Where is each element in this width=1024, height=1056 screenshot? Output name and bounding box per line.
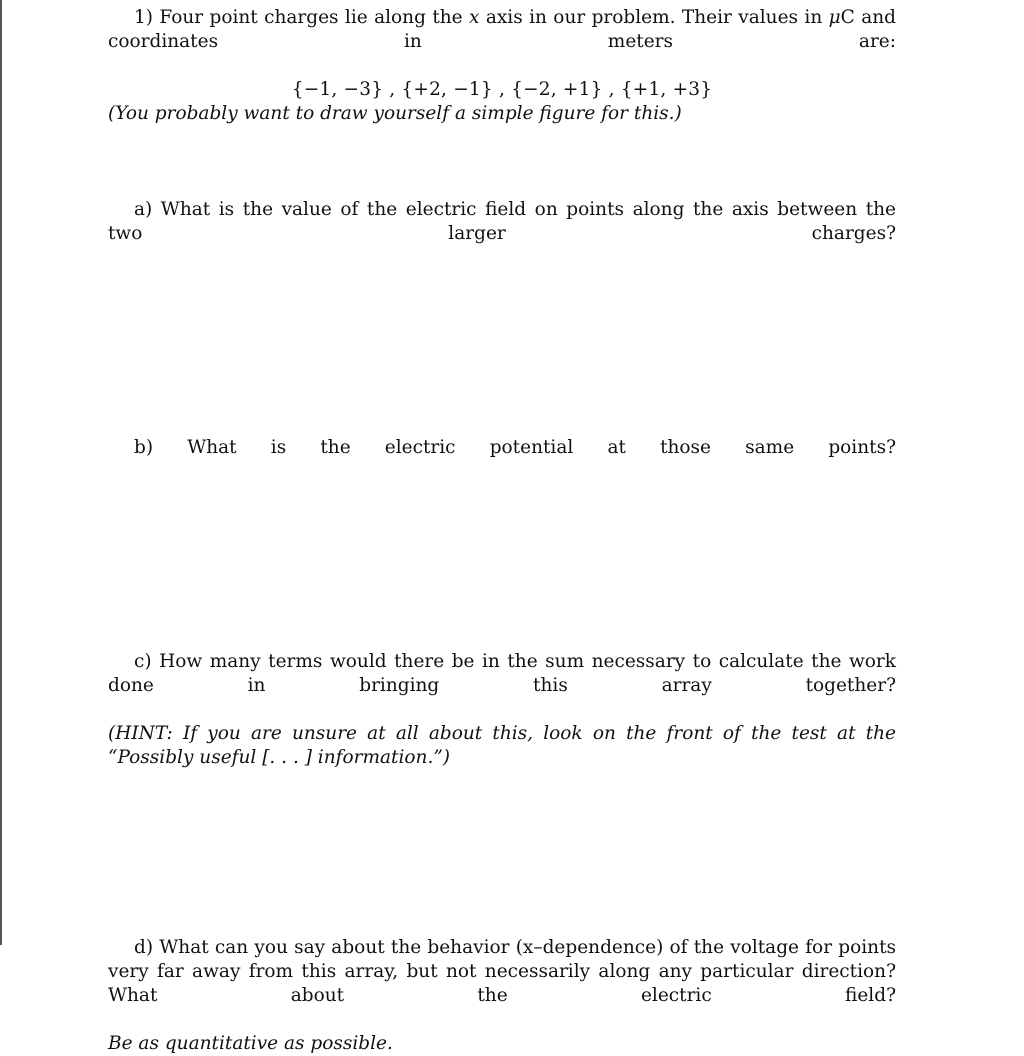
x-variable: x xyxy=(469,7,480,28)
part-a-question: a) What is the value of the electric field on points along the axis between the two larger charges? xyxy=(108,199,896,244)
part-c-question: c) How many terms would there be in the sum necessary to calculate the work done in bringing this array together? xyxy=(108,651,896,696)
part-d xyxy=(108,936,896,1056)
part-c xyxy=(108,650,896,770)
exam-page xyxy=(108,6,896,1056)
part-d-note: Be as quantitative as possible. xyxy=(108,1033,393,1054)
part-a xyxy=(108,198,896,270)
figure-hint: (You probably want to draw yourself a simple figure for this.) xyxy=(108,103,682,124)
problem-number: 1) xyxy=(134,7,153,28)
part-d-question: d) What can you say about the behavior (x–dependence) of the voltage for points very far away from this array, but not necessarily along any particular direction? What about the electric field? xyxy=(108,937,896,1006)
mu-symbol: μ xyxy=(828,7,841,28)
problem-1-intro: 1) Four point charges lie along the x axis in our problem. Their values in μC and coordinates in meters are: xyxy=(108,7,896,52)
page-left-border xyxy=(0,0,2,945)
charge-coordinate-list: {−1, −3} , {+2, −1} , {−2, +1} , {+1, +3} xyxy=(291,79,713,100)
part-c-hint: (HINT: If you are unsure at all about this, look on the front of the test at the “Possibly useful [. . . ] information.”) xyxy=(108,723,896,768)
part-b xyxy=(108,436,896,484)
part-b-question: b) What is the electric potential at those same points? xyxy=(134,437,896,458)
problem-1 xyxy=(108,6,896,126)
coulomb-unit: C xyxy=(840,7,855,28)
